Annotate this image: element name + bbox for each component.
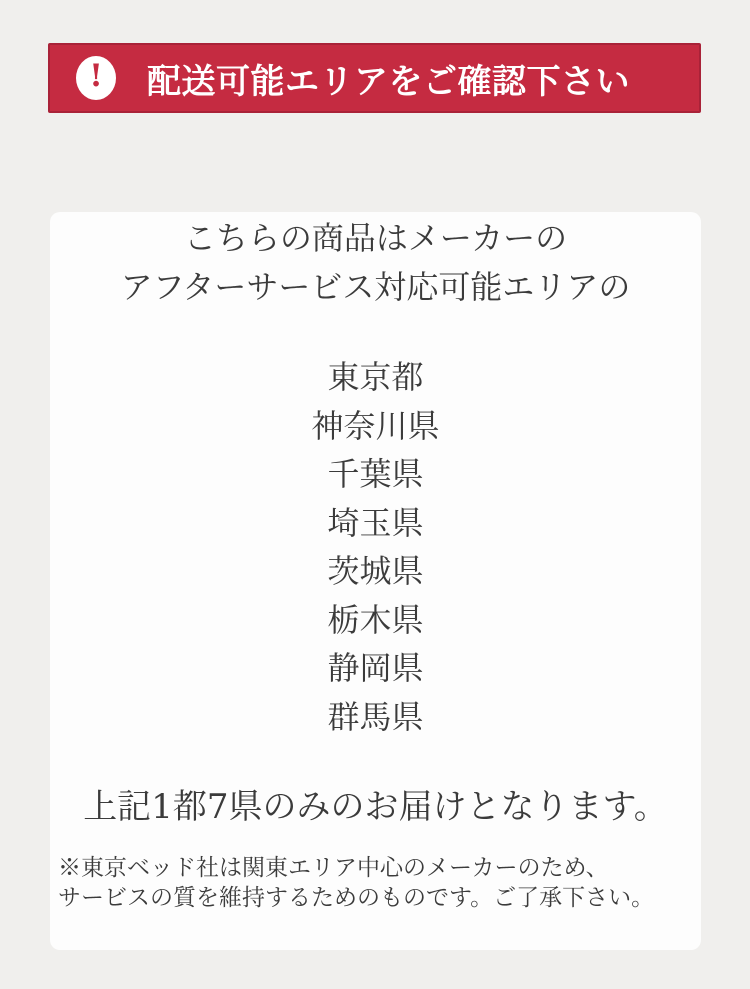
prefecture-item: 埼玉県 [327,503,424,542]
delivery-summary: 上記1都7県のみのお届けとなります。 [83,787,668,827]
delivery-area-notice-card [50,212,701,950]
intro-line: アフターサービス対応可能エリアの [120,267,631,306]
prefecture-list [50,353,701,741]
footnote-line: サービスの質を維持するためのものです。ご了承下さい。 [58,885,655,911]
banner-title: 配送可能エリアをご確認下さい [147,61,630,102]
footnote [50,853,701,913]
prefecture-item: 東京都 [327,358,424,396]
intro-text [50,214,701,311]
footnote-line: ※東京ベッド社は関東エリア中心のメーカーのため、 [58,855,609,881]
exclamation-mark: ! [89,58,103,94]
prefecture-item: 神奈川県 [311,406,440,445]
prefecture-item: 千葉県 [327,455,424,493]
intro-line: こちらの商品はメーカーの [183,219,568,257]
prefecture-item: 静岡県 [327,649,424,687]
delivery-area-warning-banner [48,43,701,113]
prefecture-item: 茨城県 [327,552,424,590]
exclamation-icon [76,56,116,100]
prefecture-item: 栃木県 [327,600,424,639]
prefecture-item: 群馬県 [327,697,424,736]
